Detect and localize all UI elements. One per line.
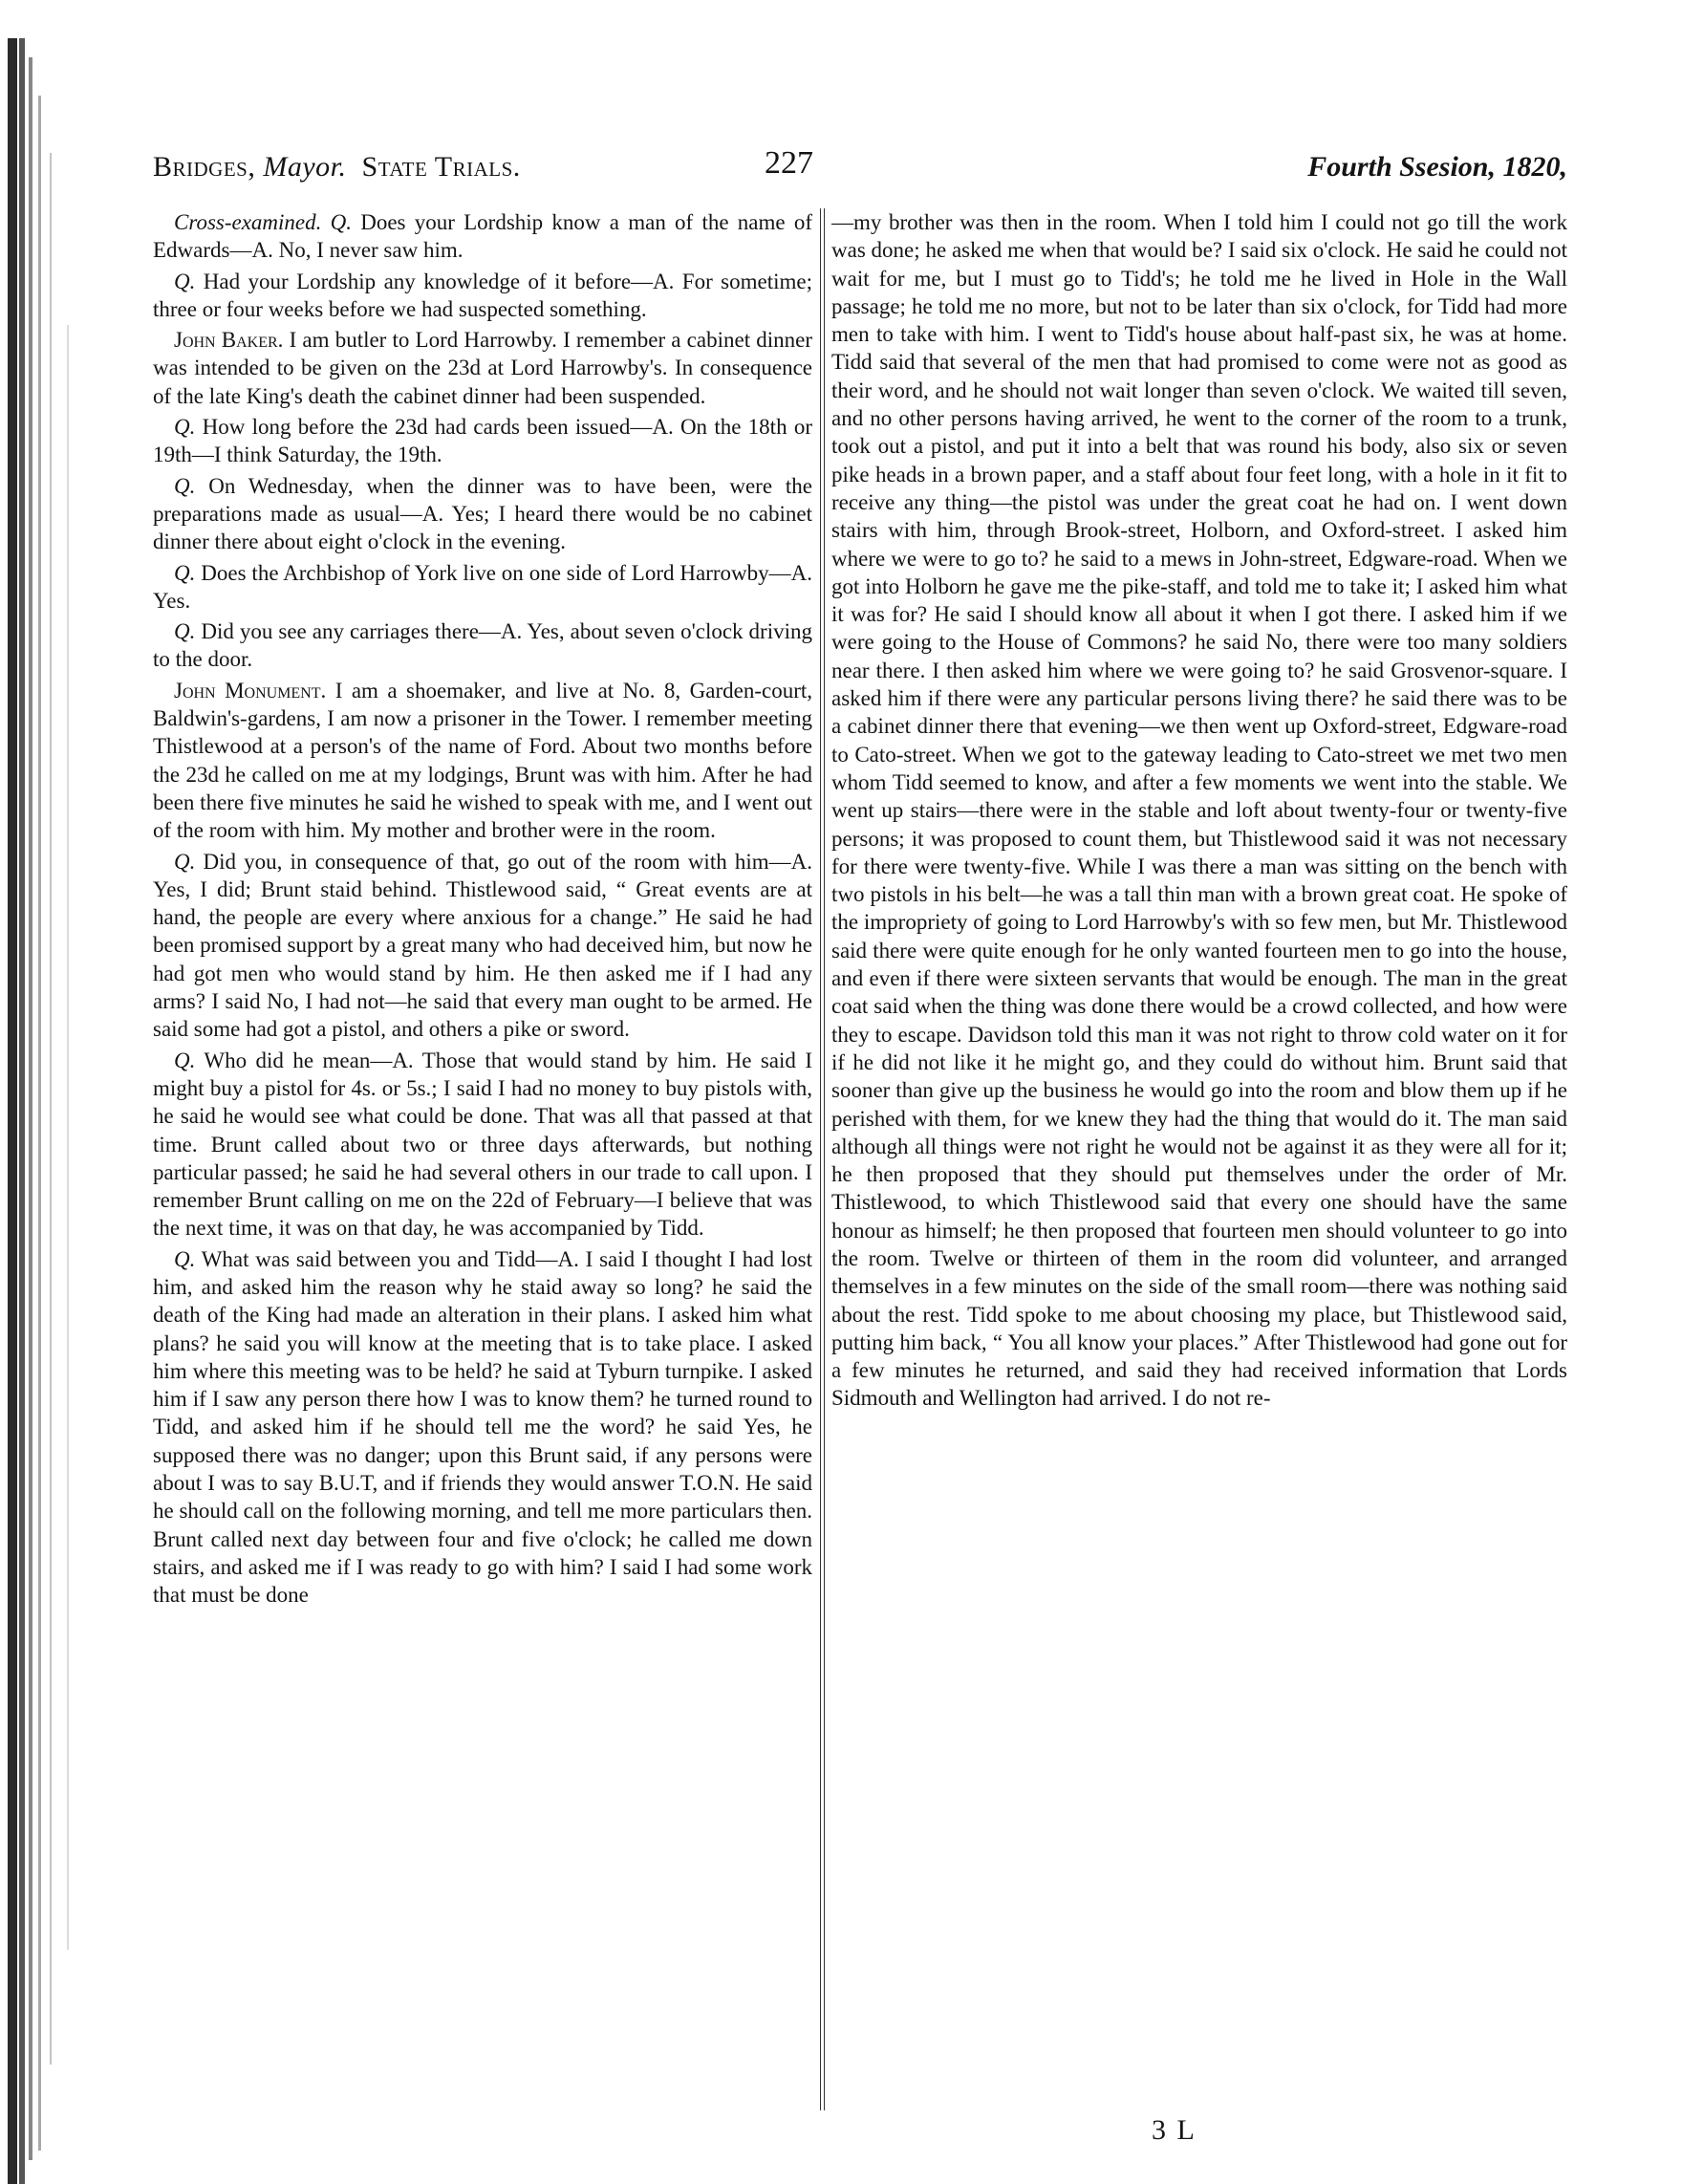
paragraph-lead: Q. bbox=[174, 415, 196, 440]
paragraph-text: I am butler to Lord Harrowby. I remember a cabinet dinner was intended to be given on the 23d at Lord Harrowby's. In consequence of the late King's death the cabinet dinner had been suspended. bbox=[153, 328, 812, 408]
signature-mark: 3 L bbox=[1152, 2114, 1197, 2146]
header-right: Fourth Ssesion, 1820, bbox=[1307, 151, 1567, 183]
paragraph-text: What was said between you and Tidd—A. I said I thought I had lost him, and asked him the reason why he staid away so long? he said the death of the King had made an alteration in their plans. I asked him what plans? he said you will know at the meeting that is to take place. I asked him where this meeting was to be held? he said at Tyburn turnpike. I asked him if I saw any person there how I was to know them? he turned round to Tidd, and asked him if he should tell me the word? he said Yes, he supposed there was no danger; upon this Brunt said, if any persons were about I was to say B.U.T, and if friends they would answer T.O.N. He said he should call on the following morning, and tell me more particulars then. Brunt called next day between four and five o'clock; he called me down stairs, and asked me if I was ready to go with him? I said I had some work that must be done bbox=[153, 1246, 812, 1608]
paragraph bbox=[831, 208, 1567, 1413]
paragraph bbox=[153, 326, 812, 410]
paragraph-lead: John Baker. bbox=[174, 328, 284, 353]
header-surname: Bridges, bbox=[153, 151, 256, 183]
running-header bbox=[153, 143, 1567, 191]
paragraph bbox=[153, 848, 812, 1044]
paragraph bbox=[153, 472, 812, 556]
paragraph bbox=[153, 559, 812, 616]
paragraph-lead: John Monument. bbox=[174, 678, 327, 703]
paragraph-text: I am a shoemaker, and live at No. 8, Garden-court, Baldwin's-gardens, I am now a prisoner in the Tower. I remember meeting Thistlewood at a person's of the name of Ford. About two months before the 23d he called on me at my lodgings, Brunt was with him. After he had been there five minutes he said he wished to speak with me, and I went out of the room with him. My mother and brother were in the room. bbox=[153, 678, 812, 843]
paragraph bbox=[153, 268, 812, 324]
header-office: Mayor. bbox=[263, 151, 347, 183]
binding-edge-shadow bbox=[0, 38, 115, 2184]
page-number: 227 bbox=[765, 145, 813, 181]
paragraph bbox=[153, 1047, 812, 1243]
paragraph-text: Does your Lordship know a man of the name of Edwards—A. No, I never saw him. bbox=[153, 210, 812, 263]
paragraph bbox=[153, 413, 812, 469]
paragraph bbox=[153, 617, 812, 674]
paragraph bbox=[153, 208, 812, 265]
left-column bbox=[153, 208, 812, 2110]
paragraph-lead: Q. bbox=[174, 560, 196, 585]
header-title: State Trials. bbox=[361, 151, 521, 183]
paragraph-text: —my brother was then in the room. When I told him I could not go till the work was done; he asked me when that would be? I said six o'clock. He said he could not wait for me, but I must go to Tidd's; he told me he lived in Hole in the Wall passage; he told me no more, but not to be later than six o'clock, for Tidd had more men to take with him. I went to Tidd's house about half-past six, he was at home. Tidd said that several of the men that had promised to come were not as good as their word, and he should not wait longer than seven o'clock. We waited till seven, and no other persons having arrived, he went to the corner of the room to a trunk, took out a pistol, and put it into a belt that was round his body, also six or seven pike heads in a brown paper, and a staff about four feet long, with a hole in it fit to receive any thing—the pistol was under the great coat he had on. I went down stairs with him, through Brook-street, Holborn, and Oxford-street. I asked him where we were to go to? he said to a mews in John-street, Edgware-road. When we got into Holborn he gave me the pike-staff, and told me to take it; I asked him what it was for? He said I should know all about it when I got there. I asked him if we were going to the House of Commons? he said No, there were too many soldiers near there. I then asked him where we were going to? he said Grosvenor-square. I asked him if there were any particular persons living there? he said there was to be a cabinet dinner there that evening—we then went up Oxford-street, Edgware-road to Cato-street. When we got to the gateway leading to Cato-street we met two men whom Tidd seemed to know, and after a few moments we went into the stable. We went up stairs—there were in the stable and loft about twenty-four or twenty-five persons; it was proposed to count them, but Thistlewood said it was not necessary for there were twenty-five. While I was there a man was sitting on the bench with two pistols in his belt—he was a tall thin man with a brown great coat. He spoke of the impropriety of going to Lord Harrowby's with so few men, but Mr. Thistlewood said there were quite enough for he only wanted fourteen men to go into the house, and even if there were sixteen servants that would be enough. The man in the great coat said when the thing was done there would be a crowd collected, and how were they to escape. Davidson told this man it was not right to throw cold water on it for if he did not like it he might go, and they could do without him. Brunt said that sooner than give up the business he would go into the room and blow them up if he perished with them, for we knew they had the thing that would do it. The man said although all things were not right he would not be against it as they were all for it; he then proposed that they should put themselves under the order of Mr. Thistlewood, to which Thistlewood said that every one should have the same honour as himself; he then proposed that fourteen men should volunteer to go into the room. Twelve or thirteen of them in the room did volunteer, and arranged themselves in a few minutes on the side of the small room—there was nothing said about the rest. Tidd spoke to me about choosing my place, but Thistlewood said, putting him back, “ You all know your places.” After Thistlewood had gone out for a few minutes he returned, and said they had received information that Lords Sidmouth and Wellington had arrived. I do not re- bbox=[831, 210, 1567, 1411]
paragraph-lead: Q. bbox=[174, 1246, 196, 1271]
paragraph-text: Did you, in consequence of that, go out of the room with him—A. Yes, I did; Brunt staid behind. Thistlewood said, “ Great events are at hand, the people are every where anxious for a change.” He said he had been promised support by a great many who had deceived him, but now he had got men who would stand by him. He then asked me if I had any arms? I said No, I had not—he said that every man ought to be armed. He said some had got a pistol, and others a pike or sword. bbox=[153, 849, 812, 1042]
paragraph-lead: Q. bbox=[174, 619, 196, 644]
paragraph-text: Did you see any carriages there—A. Yes, about seven o'clock driving to the door. bbox=[153, 619, 812, 672]
paragraph-text: How long before the 23d had cards been issued—A. On the 18th or 19th—I think Saturday, the 19th. bbox=[153, 415, 812, 467]
paragraph bbox=[153, 677, 812, 845]
paragraph-text: On Wednesday, when the dinner was to have been, were the preparations made as usual—A. Yes; I heard there would be no cabinet dinner there about eight o'clock in the evening. bbox=[153, 473, 812, 554]
paragraph-text: Who did he mean—A. Those that would stand by him. He said I might buy a pistol for 4s. or 5s.; I said I had no money to buy pistols with, he said he would see what could be done. That was all that passed at that time. Brunt called about two or three days afterwards, but nothing particular passed; he said he had several others in our trade to call upon. I remember Brunt calling on me on the 22d of February—I believe that was the next time, it was on that day, he was accompanied by Tidd. bbox=[153, 1048, 812, 1241]
paragraph-lead: Q. bbox=[174, 473, 196, 498]
paragraph-lead: Q. bbox=[174, 1048, 196, 1072]
paragraph-lead: Q. bbox=[174, 849, 196, 874]
right-column bbox=[831, 208, 1567, 2110]
paragraph-text: Does the Archbishop of York live on one side of Lord Harrowby—A. Yes. bbox=[153, 560, 812, 613]
paragraph-lead: Q. bbox=[174, 269, 196, 293]
paragraph-lead: Cross-examined. Q. bbox=[174, 210, 352, 234]
column-divider bbox=[820, 208, 825, 2110]
paragraph-text: Had your Lordship any knowledge of it before—A. For sometime; three or four weeks before we had suspected something. bbox=[153, 269, 812, 321]
header-left bbox=[153, 151, 521, 184]
paragraph bbox=[153, 1245, 812, 1610]
